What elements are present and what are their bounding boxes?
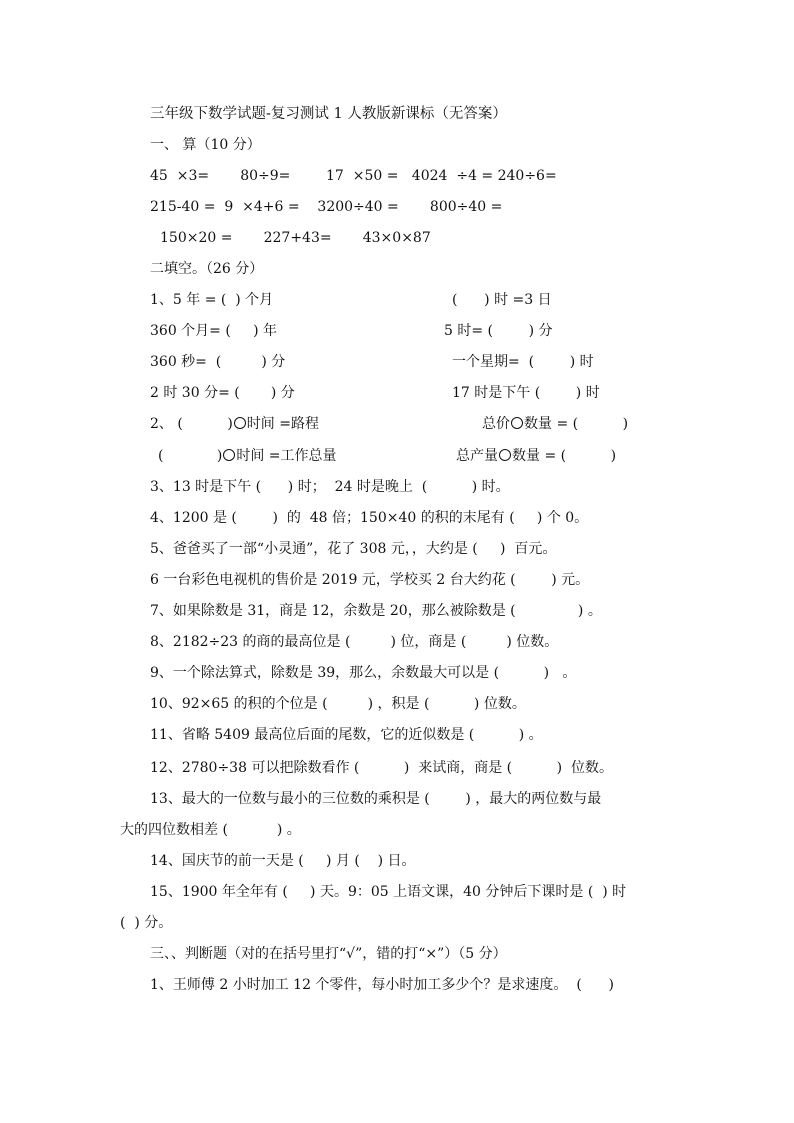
question-11: 11、省略 5409 最高位后面的尾数，它的近似数是 ( ) 。 (150, 727, 543, 743)
q1-row-3-right: 一个星期= ( ) 时 (452, 354, 594, 370)
q2-row-2-right (456, 446, 616, 466)
circle-operator-icon (223, 449, 235, 461)
circle-operator-icon (234, 417, 246, 429)
section1-heading: 一、 算（10 分） (150, 137, 261, 153)
q2-row-1-left (150, 414, 319, 434)
question-12: 12、2780÷38 可以把除数看作 ( ) 来试商，商是 ( ) 位数。 (150, 760, 613, 776)
q1-row-1-right: ( ) 时 =3 日 (452, 292, 552, 308)
judge-question-1: 1、王师傅 2 小时加工 12 个零件，每小时加工多少个？是求速度。 ( ) (150, 977, 614, 993)
question-14: 14、国庆节的前一天是 ( ) 月 ( ) 日。 (150, 853, 416, 869)
q1-row-3-left: 360 秒= ( ) 分 (150, 354, 286, 370)
q1-row-1-left: 1、5 年 = ( ) 个月 (150, 292, 274, 308)
question-13-line-2: 大的四位数相差 ( ) 。 (120, 822, 301, 838)
q2-row-1-left-b: 时间 =路程 (246, 416, 319, 432)
question-10: 10、92×65 的积的个位是 ( ) ，积是 ( ) 位数。 (150, 696, 526, 712)
section2-heading: 二填空。（26 分） (150, 261, 264, 277)
q2-row-1-right-b: 数量 = ( ) (524, 416, 629, 432)
calc-row-2: 215-40 = 9 ×4+6 = 3200÷40 = 800÷40 = (150, 199, 503, 215)
question-3: 3、13 时是下午 ( ) 时； 24 时是晚上 ( ) 时。 (150, 479, 510, 495)
question-15-line-1: 15、1900 年全年有 ( ) 天。9：05 上语文课，40 分钟后下课时是 ( ) 时 (150, 884, 627, 900)
q2-row-2-left-b: 时间 =工作总量 (236, 448, 337, 464)
q2-row-2-left (158, 446, 337, 466)
question-6: 6 一台彩色电视机的售价是 2019 元，学校买 2 台大约花 ( ) 元。 (150, 572, 590, 588)
question-8: 8、2182÷23 的商的最高位是 ( ) 位，商是 ( ) 位数。 (150, 634, 559, 650)
q2-row-2-right-b: 数量 = ( ) (512, 448, 617, 464)
q2-row-1-left-a: 2、 ( ) (150, 416, 233, 432)
section3-heading: 三、、判断题（对的在括号里打“√”，错的打“×”）（5 分） (150, 946, 507, 962)
q1-row-4-left: 2 时 30 分= ( ) 分 (150, 385, 295, 401)
question-7: 7、如果除数是 31，商是 12，余数是 20，那么被除数是 ( ) 。 (150, 603, 602, 619)
question-13-line-1: 13、最大的一位数与最小的三位数的乘积是 ( ) ，最大的两位数与最 (150, 791, 602, 807)
q2-row-2-left-a: ( ) (158, 448, 223, 464)
calc-row-1: 45 ×3= 80÷9= 17 ×50 = 4024 ÷4 = 240÷6= (150, 168, 557, 184)
page-title: 三年级下数学试题-复习测试 1 人教版新课标（无答案） (150, 106, 507, 122)
question-9: 9、一个除法算式，除数是 39，那么，余数最大可以是 ( ) 。 (150, 665, 577, 681)
q2-row-2-right-a: 总产量 (456, 448, 498, 464)
q2-row-1-right-a: 总价 (482, 416, 510, 432)
q1-row-2-right: 5 时= ( ) 分 (444, 323, 553, 339)
circle-operator-icon (499, 449, 511, 461)
circle-operator-icon (511, 417, 523, 429)
q1-row-4-right: 17 时是下午 ( ) 时 (452, 385, 600, 401)
q1-row-2-left: 360 个月= ( ) 年 (150, 323, 277, 339)
question-5: 5、爸爸买了一部“小灵通”，花了 308 元，，大约是 ( ) 百元。 (150, 541, 557, 557)
question-4: 4、1200 是 ( ) 的 48 倍；150×40 的积的末尾有 ( ) 个 0。 (150, 510, 589, 526)
q2-row-1-right (482, 414, 628, 434)
calc-row-3: 150×20 = 227+43= 43×0×87 (160, 230, 431, 246)
question-15-line-2: ( ) 分。 (120, 915, 173, 931)
